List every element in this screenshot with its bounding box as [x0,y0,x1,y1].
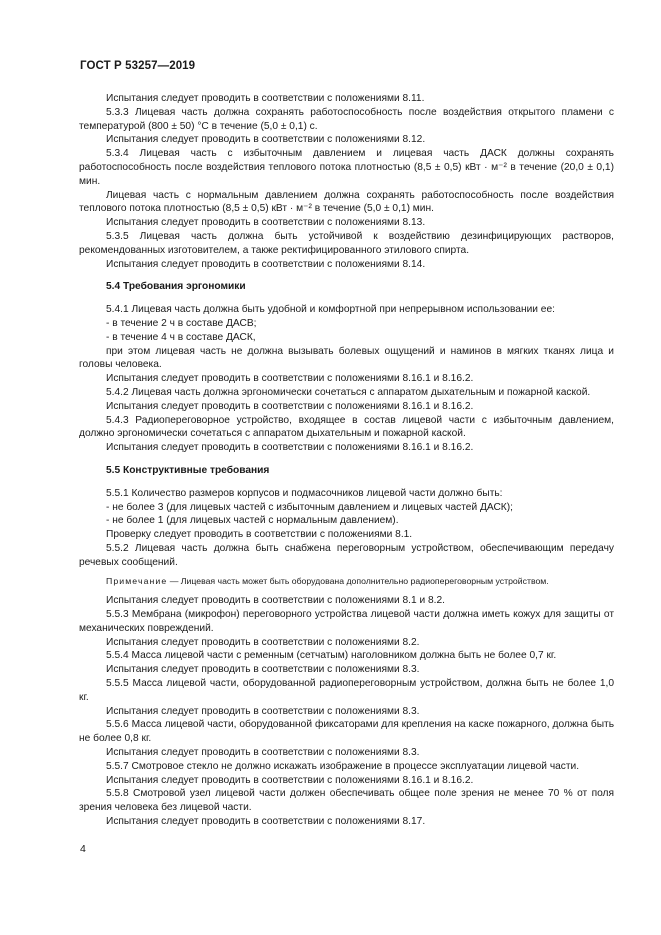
body-paragraph: Лицевая часть с нормальным давлением должна сохранять работоспособность после воздействия теплового потока плотностью (8,5 ± 0,5) кВт · м⁻² в течение (5,0 ± 0,1) мин. [79,189,614,215]
note-paragraph [79,575,614,589]
body-paragraph: Испытания следует проводить в соответствии с положениями 8.11. [106,93,425,104]
body-paragraph: - в течение 4 ч в составе ДАСК, [106,331,256,343]
body-paragraph: 5.4.3 Радиопереговорное устройство, входящее в состав лицевой части с избыточным давлением, должно эргономически сочетаться с аппаратом дыхательным и пожарной каской. [79,414,614,440]
body-paragraph: 5.5.2 Лицевая часть должна быть снабжена переговорным устройством, обеспечивающим передачу речевых сообщений. [79,542,614,568]
body-paragraph: Испытания следует проводить в соответствии с положениями 8.16.1 и 8.16.2. [106,400,474,412]
body-paragraph: 5.3.3 Лицевая часть должна сохранять работоспособность после воздействия открытого пламени с температурой (800 ± 50) °С в течение (5,0 ± 0,1) с. [79,106,614,132]
body-paragraph: 5.5.4 Масса лицевой части с ременным (сетчатым) наголовником должна быть не более 0,7 кг. [106,650,557,662]
body-paragraph: Испытания следует проводить в соответствии с положениями 8.3. [106,664,420,676]
body-paragraph: Испытания следует проводить в соответствии с положениями 8.3. [106,747,420,759]
body-paragraph: - в течение 2 ч в составе ДАСВ; [106,317,257,329]
body-paragraph: Испытания следует проводить в соответствии с положениями 8.12. [106,134,426,146]
body-paragraph: 5.5.1 Количество размеров корпусов и подмасочников лицевой части должно быть: [106,487,503,499]
body-paragraph: - не более 1 (для лицевых частей с нормальным давлением). [106,515,399,527]
body-paragraph: Испытания следует проводить в соответствии с положениями 8.16.1 и 8.16.2. [106,774,474,786]
document-header: ГОСТ Р 53257—2019 [80,60,196,72]
body-paragraph: 5.5.3 Мембрана (микрофон) переговорного устройства лицевой части должна иметь кожух для защиты от механических повреждений. [79,609,614,634]
section-heading: 5.4 Требования эргономики [106,281,246,293]
body-paragraph: 5.4.2 Лицевая часть должна эргономически сочетаться с аппаратом дыхательным и пожарной каской. [106,386,591,398]
body-paragraph: 5.5.7 Смотровое стекло не должно искажать изображение в процессе эксплуатации лицевой части. [106,760,580,772]
body-paragraph: Испытания следует проводить в соответствии с положениями 8.16.1 и 8.16.2. [106,373,474,385]
body-paragraph: 5.3.4 Лицевая часть с избыточным давлением и лицевая часть ДАСК должны сохранять работоспособность после воздействия теплового потока плотностью (8,5 ± 0,5) кВт · м⁻² в течение (20,0 ± 0,1) мин. [79,148,614,187]
body-paragraph: Испытания следует проводить в соответствии с положениями 8.1 и 8.2. [106,595,446,607]
body-paragraph: 5.5.6 Масса лицевой части, оборудованной фиксаторами для крепления на каске пожарного, должна быть не более 0,8 кг. [79,719,614,745]
note-text: — Лицевая часть может быть оборудована дополнительно радиопереговорным устройством. [167,575,549,586]
body-paragraph: Испытания следует проводить в соответствии с положениями 8.2. [106,636,420,648]
body-paragraph: Испытания следует проводить в соответствии с положениями 8.16.1 и 8.16.2. [106,442,474,454]
body-paragraph: Испытания следует проводить в соответствии с положениями 8.17. [106,816,426,828]
section-heading: 5.5 Конструктивные требования [106,464,270,476]
body-paragraph: при этом лицевая часть не должна вызывать болевых ощущений и наминов в мягких тканях лица и головы человека. [79,345,614,371]
note-label: Примечание [106,575,168,586]
body-paragraph: 5.3.5 Лицевая часть должна быть устойчивой к воздействию дезинфицирующих растворов, рекомендованных изготовителем, а также ректифицированного этилового спирта. [79,230,614,256]
body-paragraph: Испытания следует проводить в соответствии с положениями 8.3. [106,705,420,717]
body-paragraph: Проверку следует проводить в соответствии с положениями 8.1. [106,529,413,541]
body-paragraph: 5.5.5 Масса лицевой части, оборудованной радиопереговорным устройством, должна быть не более 1,0 кг. [79,678,614,703]
body-paragraph: 5.4.1 Лицевая часть должна быть удобной и комфортной при непрерывном использовании ее: [106,304,555,316]
body-paragraph: Испытания следует проводить в соответствии с положениями 8.14. [106,258,426,270]
body-paragraph: - не более 3 (для лицевых частей с избыточным давлением и лицевых частей ДАСК); [106,501,513,513]
page-number: 4 [80,843,86,855]
body-paragraph: Испытания следует проводить в соответствии с положениями 8.13. [106,217,426,229]
body-paragraph: 5.5.8 Смотровой узел лицевой части должен обеспечивать общее поле зрения не менее 70 % от поля зрения человека без лицевой части. [79,788,614,814]
document-body [79,92,614,829]
